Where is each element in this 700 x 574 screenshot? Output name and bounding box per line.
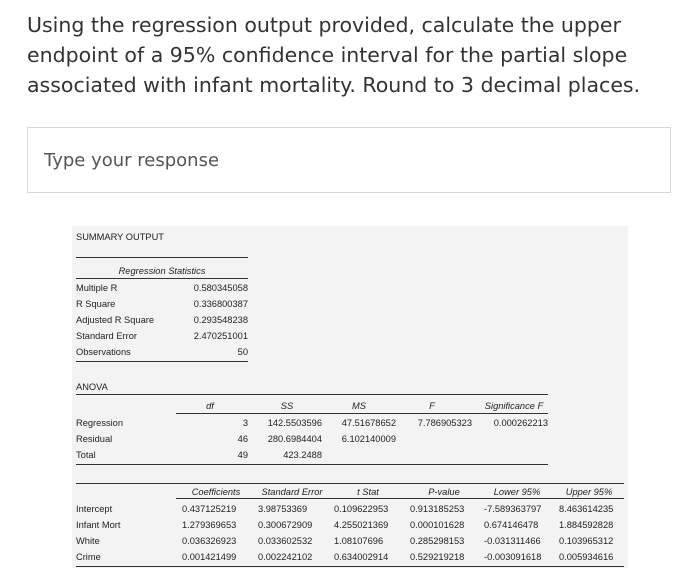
coef-value: 0.002242102: [258, 552, 313, 562]
anova-header-ss: SS: [280, 401, 294, 411]
regression-output-image: [72, 226, 628, 568]
coef-value: -0.003091618: [484, 552, 542, 562]
coef-value: 0.000101628: [410, 520, 465, 530]
regression-statistics-header: Regression Statistics: [118, 266, 206, 276]
coef-value: 0.529219218: [410, 552, 465, 562]
stat-label: R Square: [76, 299, 116, 309]
coef-row-label-intercept: Intercept: [76, 504, 113, 514]
coef-value: 0.103965312: [559, 536, 614, 546]
divider: [176, 413, 548, 414]
coef-header-lower-95: Lower 95%: [493, 487, 541, 497]
anova-row-label: Regression: [76, 418, 124, 428]
divider: [76, 394, 548, 395]
coef-value: 4.255021369: [334, 520, 389, 530]
coef-row-label-infant-mort: Infant Mort: [76, 520, 121, 530]
stat-value: 2.470251001: [193, 331, 248, 341]
divider: [76, 566, 624, 567]
anova-ss: 142.5503596: [267, 418, 322, 428]
divider: [76, 483, 624, 484]
stat-value: 0.336800387: [193, 299, 248, 309]
anova-ss: 423.2488: [283, 450, 322, 460]
coef-value: 1.279369653: [182, 520, 237, 530]
coef-value: 0.300672909: [258, 520, 313, 530]
anova-row-label: Residual: [76, 434, 113, 444]
stat-label: Standard Error: [76, 331, 137, 341]
coef-value: 0.033602532: [258, 536, 313, 546]
stat-value: 0.293548238: [193, 315, 248, 325]
stat-label: Observations: [76, 347, 131, 357]
anova-title: ANOVA: [76, 382, 108, 392]
anova-f: 7.786905323: [417, 418, 472, 428]
stat-label: Multiple R: [76, 283, 118, 293]
divider: [76, 361, 248, 362]
anova-row-label: Total: [76, 450, 96, 460]
anova-df: 3: [242, 418, 248, 428]
anova-header-df: df: [206, 401, 214, 411]
coef-value: 1.884592828: [559, 520, 614, 530]
coef-value: -7.589363797: [484, 504, 542, 514]
divider: [76, 278, 248, 279]
coef-row-label-crime: Crime: [76, 552, 101, 562]
coef-value: 1.08107696: [334, 536, 384, 546]
divider: [76, 464, 548, 465]
summary-output-title: SUMMARY OUTPUT: [76, 232, 164, 242]
coef-value: 0.005934616: [559, 552, 614, 562]
coef-row-label-white: White: [76, 536, 100, 546]
coef-value: 0.913185253: [410, 504, 465, 514]
stat-label: Adjusted R Square: [76, 315, 155, 325]
coef-header-coefficients: Coefficients: [191, 487, 241, 497]
divider: [76, 257, 248, 258]
response-box[interactable]: [27, 127, 671, 193]
anova-ms: 6.102140009: [341, 434, 396, 444]
coef-header-p-value: P-value: [428, 487, 460, 497]
coef-value: 0.437125219: [182, 504, 237, 514]
coef-value: 0.674146478: [484, 520, 539, 530]
anova-header-ms: MS: [352, 401, 366, 411]
coef-value: 3.98753369: [258, 504, 308, 514]
coef-value: 0.285298153: [410, 536, 465, 546]
stat-value: 50: [237, 347, 248, 357]
coef-header-upper-95: Upper 95%: [565, 487, 613, 497]
coef-value: 0.634002914: [334, 552, 389, 562]
coef-value: 0.109622953: [334, 504, 389, 514]
anova-header-significance-f: Significance F: [484, 401, 544, 411]
anova-ms: 47.51678652: [341, 418, 396, 428]
coef-value: 0.001421499: [182, 552, 237, 562]
divider: [176, 498, 624, 499]
coef-value: 8.463614235: [559, 504, 614, 514]
anova-df: 46: [237, 434, 248, 444]
coef-header-t-stat: t Stat: [357, 487, 379, 497]
stat-value: 0.580345058: [193, 283, 248, 293]
anova-significance-f: 0.000262213: [493, 418, 548, 428]
coef-value: -0.031311466: [484, 536, 541, 546]
question-text: Using the regression output provided, calculate the upper endpoint of a 95% confidence interval for the partial slope associated with infant mortality. Round to 3 decimal places.: [27, 13, 641, 97]
coef-header-standard-error: Standard Error: [261, 487, 323, 497]
response-input[interactable]: [28, 128, 670, 192]
anova-ss: 280.6984404: [267, 434, 322, 444]
coef-value: 0.036326923: [182, 536, 237, 546]
anova-df: 49: [237, 450, 248, 460]
anova-header-f: F: [429, 401, 435, 411]
